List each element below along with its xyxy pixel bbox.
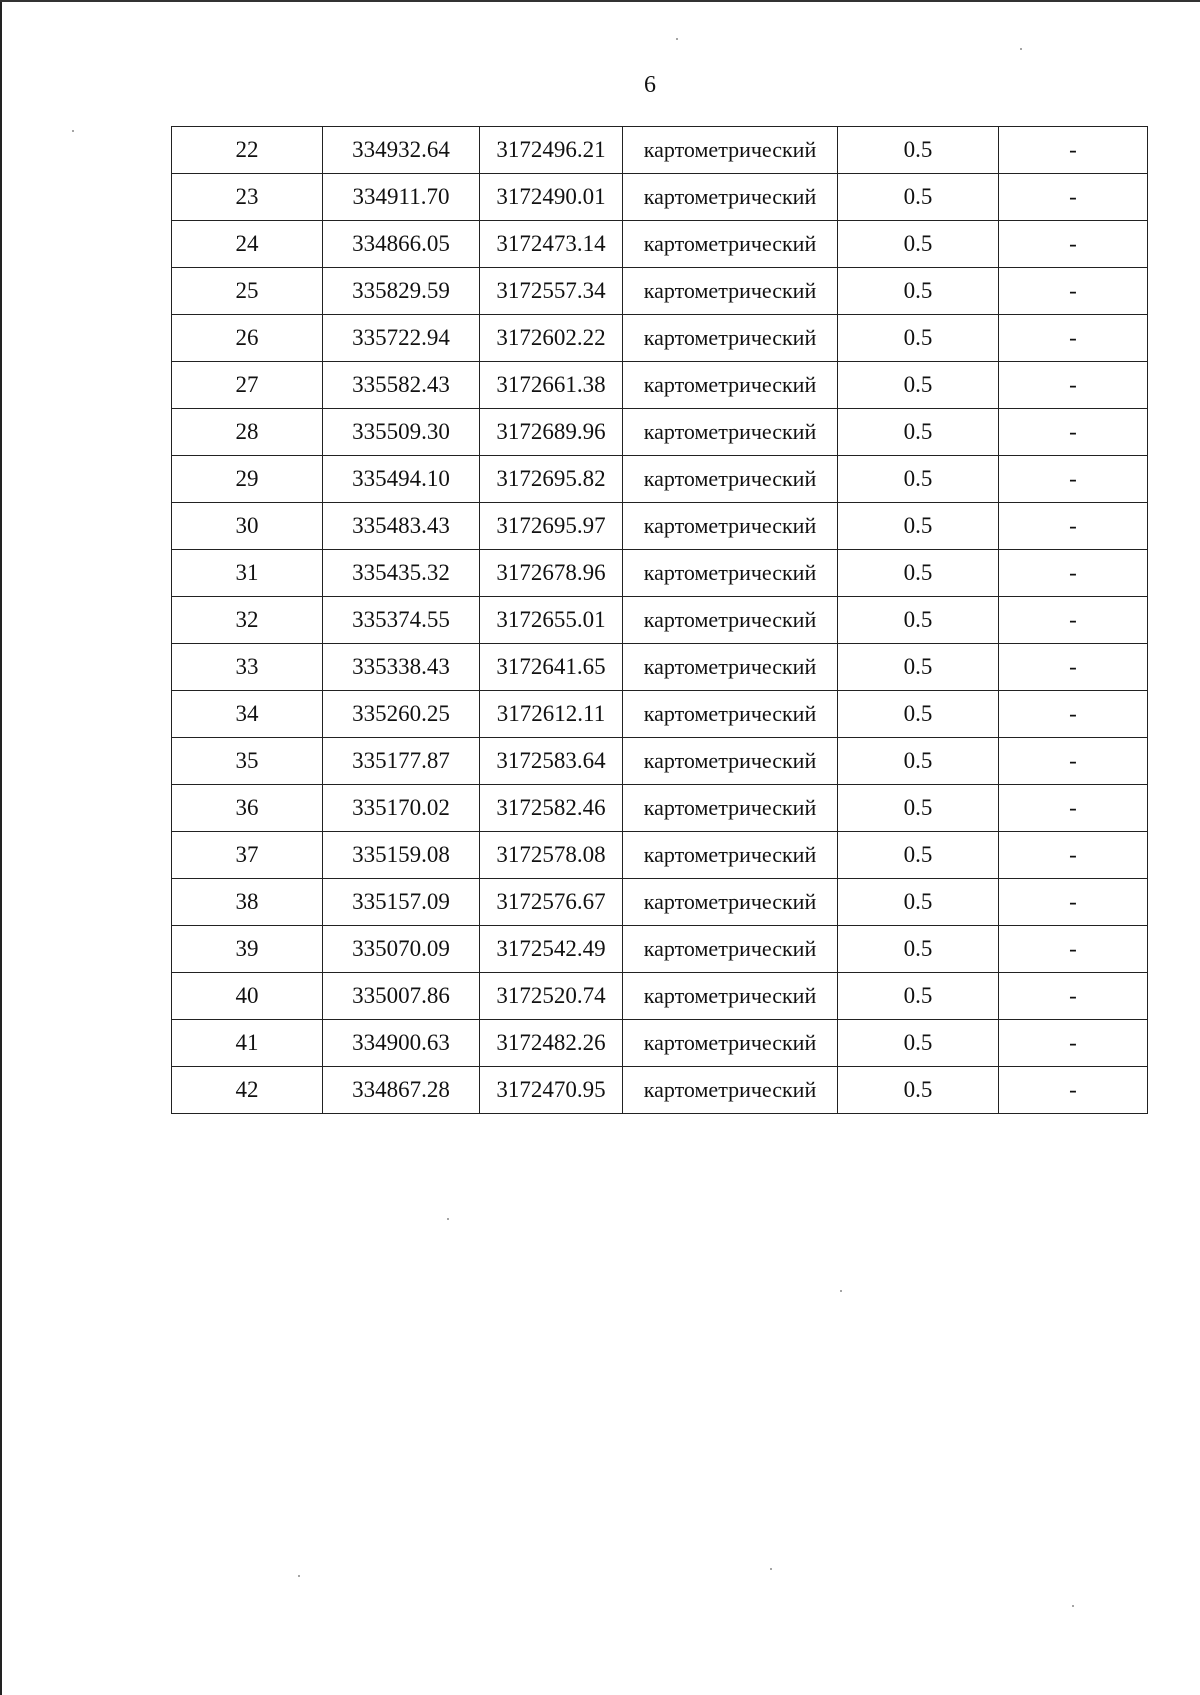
table-row — [172, 127, 1148, 174]
cell-method: картометрический — [623, 362, 838, 409]
cell-method: картометрический — [623, 268, 838, 315]
cell-accuracy: 0.5 — [838, 127, 999, 174]
table-row — [172, 597, 1148, 644]
cell-coordinate-x: 335509.30 — [323, 409, 480, 456]
table-row — [172, 926, 1148, 973]
table-row — [172, 879, 1148, 926]
cell-coordinate-x: 335260.25 — [323, 691, 480, 738]
cell-method: картометрический — [623, 691, 838, 738]
table-row — [172, 268, 1148, 315]
cell-coordinate-y: 3172695.82 — [480, 456, 623, 503]
scan-speck — [770, 1568, 772, 1570]
cell-coordinate-x: 335157.09 — [323, 879, 480, 926]
cell-point-number: 38 — [172, 879, 323, 926]
cell-coordinate-x: 335435.32 — [323, 550, 480, 597]
coordinates-table — [171, 126, 1148, 1114]
cell-method: картометрический — [623, 503, 838, 550]
cell-point-number: 30 — [172, 503, 323, 550]
cell-accuracy: 0.5 — [838, 597, 999, 644]
table-row — [172, 409, 1148, 456]
cell-accuracy: 0.5 — [838, 644, 999, 691]
cell-coordinate-x: 335338.43 — [323, 644, 480, 691]
cell-coordinate-x: 334900.63 — [323, 1020, 480, 1067]
cell-accuracy: 0.5 — [838, 1020, 999, 1067]
cell-coordinate-y: 3172542.49 — [480, 926, 623, 973]
cell-note: - — [999, 644, 1148, 691]
cell-point-number: 40 — [172, 973, 323, 1020]
cell-coordinate-y: 3172612.11 — [480, 691, 623, 738]
cell-accuracy: 0.5 — [838, 409, 999, 456]
table-row — [172, 785, 1148, 832]
cell-method: картометрический — [623, 315, 838, 362]
cell-point-number: 34 — [172, 691, 323, 738]
scan-left-edge — [0, 0, 2, 1695]
scan-speck — [1072, 1605, 1074, 1607]
cell-coordinate-y: 3172655.01 — [480, 597, 623, 644]
cell-accuracy: 0.5 — [838, 503, 999, 550]
table-row — [172, 973, 1148, 1020]
cell-coordinate-y: 3172576.67 — [480, 879, 623, 926]
cell-coordinate-y: 3172583.64 — [480, 738, 623, 785]
cell-note: - — [999, 550, 1148, 597]
cell-coordinate-x: 335483.43 — [323, 503, 480, 550]
cell-coordinate-y: 3172689.96 — [480, 409, 623, 456]
cell-method: картометрический — [623, 1067, 838, 1114]
cell-coordinate-y: 3172678.96 — [480, 550, 623, 597]
cell-point-number: 25 — [172, 268, 323, 315]
scan-speck — [676, 38, 678, 40]
table-row — [172, 550, 1148, 597]
cell-note: - — [999, 315, 1148, 362]
cell-point-number: 23 — [172, 174, 323, 221]
cell-note: - — [999, 738, 1148, 785]
table-row — [172, 221, 1148, 268]
scan-speck — [72, 130, 74, 132]
cell-coordinate-y: 3172482.26 — [480, 1020, 623, 1067]
cell-note: - — [999, 691, 1148, 738]
cell-accuracy: 0.5 — [838, 268, 999, 315]
cell-accuracy: 0.5 — [838, 315, 999, 362]
scan-top-edge — [0, 0, 1200, 2]
cell-method: картометрический — [623, 221, 838, 268]
cell-point-number: 28 — [172, 409, 323, 456]
cell-note: - — [999, 597, 1148, 644]
cell-coordinate-y: 3172582.46 — [480, 785, 623, 832]
cell-coordinate-y: 3172641.65 — [480, 644, 623, 691]
cell-accuracy: 0.5 — [838, 1067, 999, 1114]
cell-accuracy: 0.5 — [838, 832, 999, 879]
cell-coordinate-y: 3172520.74 — [480, 973, 623, 1020]
cell-accuracy: 0.5 — [838, 174, 999, 221]
cell-coordinate-x: 334932.64 — [323, 127, 480, 174]
cell-point-number: 32 — [172, 597, 323, 644]
cell-point-number: 42 — [172, 1067, 323, 1114]
cell-coordinate-y: 3172661.38 — [480, 362, 623, 409]
cell-note: - — [999, 268, 1148, 315]
cell-coordinate-y: 3172557.34 — [480, 268, 623, 315]
cell-note: - — [999, 926, 1148, 973]
cell-accuracy: 0.5 — [838, 973, 999, 1020]
cell-method: картометрический — [623, 456, 838, 503]
cell-point-number: 33 — [172, 644, 323, 691]
table-row — [172, 362, 1148, 409]
cell-point-number: 24 — [172, 221, 323, 268]
cell-method: картометрический — [623, 597, 838, 644]
cell-coordinate-x: 334867.28 — [323, 1067, 480, 1114]
cell-method: картометрический — [623, 738, 838, 785]
cell-method: картометрический — [623, 926, 838, 973]
cell-coordinate-x: 335582.43 — [323, 362, 480, 409]
cell-point-number: 35 — [172, 738, 323, 785]
cell-note: - — [999, 409, 1148, 456]
cell-accuracy: 0.5 — [838, 362, 999, 409]
cell-coordinate-x: 335170.02 — [323, 785, 480, 832]
table-row — [172, 1067, 1148, 1114]
cell-coordinate-x: 335374.55 — [323, 597, 480, 644]
cell-coordinate-x: 335722.94 — [323, 315, 480, 362]
cell-accuracy: 0.5 — [838, 879, 999, 926]
table-row — [172, 691, 1148, 738]
scan-speck — [447, 1218, 449, 1220]
cell-coordinate-x: 335177.87 — [323, 738, 480, 785]
cell-coordinate-y: 3172490.01 — [480, 174, 623, 221]
cell-note: - — [999, 1067, 1148, 1114]
cell-note: - — [999, 456, 1148, 503]
cell-method: картометрический — [623, 1020, 838, 1067]
table-body — [172, 127, 1148, 1114]
cell-coordinate-x: 335159.08 — [323, 832, 480, 879]
cell-note: - — [999, 127, 1148, 174]
cell-coordinate-y: 3172470.95 — [480, 1067, 623, 1114]
cell-point-number: 36 — [172, 785, 323, 832]
cell-coordinate-y: 3172602.22 — [480, 315, 623, 362]
cell-point-number: 39 — [172, 926, 323, 973]
table-row — [172, 503, 1148, 550]
cell-note: - — [999, 362, 1148, 409]
cell-coordinate-y: 3172578.08 — [480, 832, 623, 879]
cell-coordinate-y: 3172695.97 — [480, 503, 623, 550]
scan-speck — [298, 1575, 300, 1577]
cell-note: - — [999, 221, 1148, 268]
cell-method: картометрический — [623, 785, 838, 832]
table-row — [172, 644, 1148, 691]
cell-accuracy: 0.5 — [838, 926, 999, 973]
cell-point-number: 37 — [172, 832, 323, 879]
cell-accuracy: 0.5 — [838, 691, 999, 738]
cell-point-number: 22 — [172, 127, 323, 174]
table-row — [172, 174, 1148, 221]
cell-note: - — [999, 879, 1148, 926]
cell-coordinate-x: 335494.10 — [323, 456, 480, 503]
cell-point-number: 31 — [172, 550, 323, 597]
table-row — [172, 832, 1148, 879]
cell-point-number: 29 — [172, 456, 323, 503]
cell-accuracy: 0.5 — [838, 221, 999, 268]
cell-method: картометрический — [623, 127, 838, 174]
table-row — [172, 315, 1148, 362]
cell-note: - — [999, 174, 1148, 221]
cell-coordinate-x: 335070.09 — [323, 926, 480, 973]
cell-note: - — [999, 832, 1148, 879]
cell-method: картометрический — [623, 644, 838, 691]
page-number: 6 — [644, 72, 656, 98]
cell-method: картометрический — [623, 973, 838, 1020]
scan-speck — [1020, 48, 1022, 50]
cell-accuracy: 0.5 — [838, 550, 999, 597]
cell-method: картометрический — [623, 174, 838, 221]
cell-note: - — [999, 503, 1148, 550]
cell-accuracy: 0.5 — [838, 785, 999, 832]
cell-method: картометрический — [623, 409, 838, 456]
cell-coordinate-x: 335829.59 — [323, 268, 480, 315]
cell-coordinate-y: 3172496.21 — [480, 127, 623, 174]
cell-method: картометрический — [623, 832, 838, 879]
cell-coordinate-x: 334911.70 — [323, 174, 480, 221]
cell-point-number: 41 — [172, 1020, 323, 1067]
cell-point-number: 26 — [172, 315, 323, 362]
table-row — [172, 456, 1148, 503]
cell-note: - — [999, 973, 1148, 1020]
cell-method: картометрический — [623, 550, 838, 597]
cell-note: - — [999, 1020, 1148, 1067]
table-row — [172, 1020, 1148, 1067]
cell-coordinate-y: 3172473.14 — [480, 221, 623, 268]
cell-coordinate-x: 335007.86 — [323, 973, 480, 1020]
cell-note: - — [999, 785, 1148, 832]
cell-method: картометрический — [623, 879, 838, 926]
cell-coordinate-x: 334866.05 — [323, 221, 480, 268]
cell-accuracy: 0.5 — [838, 456, 999, 503]
table-row — [172, 738, 1148, 785]
cell-accuracy: 0.5 — [838, 738, 999, 785]
cell-point-number: 27 — [172, 362, 323, 409]
scan-speck — [840, 1290, 842, 1292]
